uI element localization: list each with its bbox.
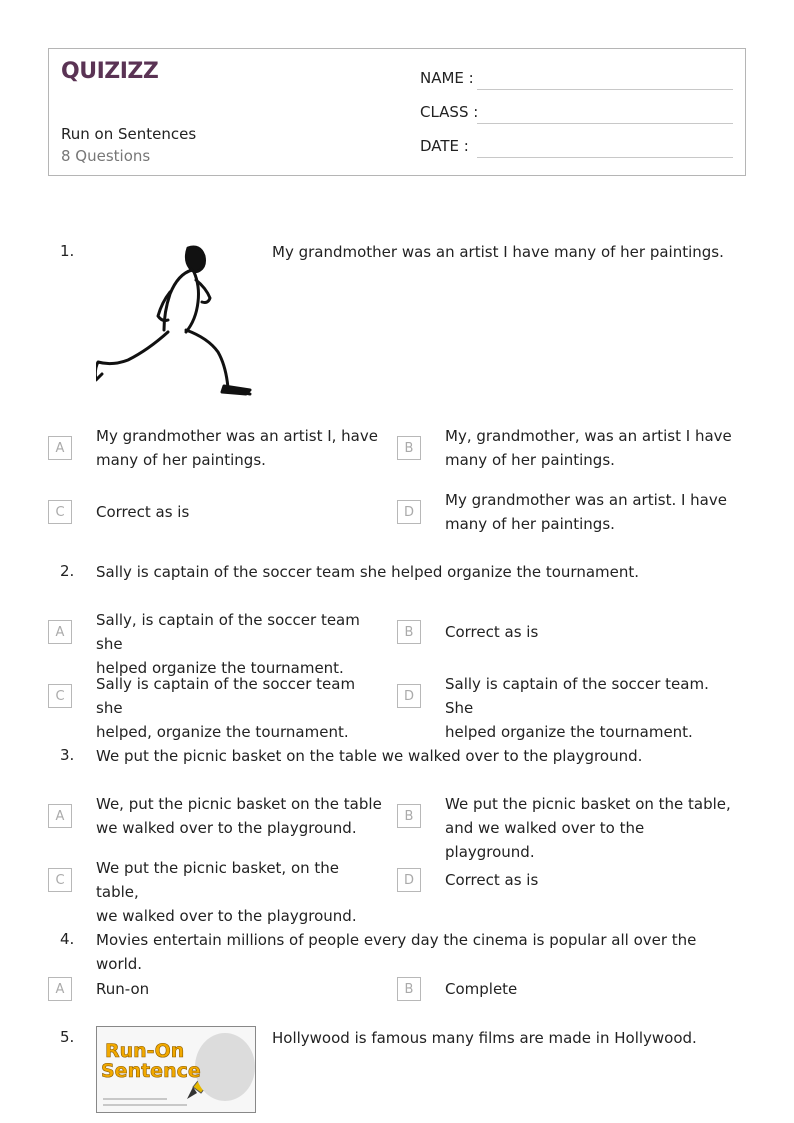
run-on-sentence-image: [96, 1026, 256, 1113]
option-text: [445, 868, 735, 892]
option-text: [96, 792, 386, 840]
option-box-d[interactable]: D: [397, 684, 421, 708]
option-box-c[interactable]: C: [48, 684, 72, 708]
worksheet-header: [48, 48, 746, 176]
option-line: helped, organize the tournament.: [96, 723, 349, 741]
option-line: We put the picnic basket, on the table,: [96, 859, 340, 901]
option-text: [445, 488, 735, 536]
option-box-a[interactable]: A: [48, 977, 72, 1001]
option-line: and we walked over to the playground.: [445, 819, 645, 861]
question-number: 5.: [60, 1028, 75, 1046]
name-label: NAME :: [420, 69, 474, 87]
option-box-a[interactable]: A: [48, 804, 72, 828]
option-line: Sally is captain of the soccer team she: [96, 675, 356, 717]
class-line[interactable]: [477, 123, 733, 124]
question-text: We put the picnic basket on the table we walked over to the playground.: [96, 747, 643, 765]
class-label: CLASS :: [420, 103, 479, 121]
quizizz-logo: [61, 59, 158, 84]
option-box-a[interactable]: A: [48, 620, 72, 644]
image-text-sentence: Sentence: [101, 1060, 201, 1082]
date-field[interactable]: [420, 137, 469, 155]
option-line: many of her paintings.: [96, 451, 266, 469]
name-line[interactable]: [477, 89, 733, 90]
option-box-d[interactable]: D: [397, 868, 421, 892]
option-text: [96, 977, 386, 1001]
option-box-b[interactable]: B: [397, 620, 421, 644]
option-line: Complete: [445, 980, 518, 998]
option-line: Sally, is captain of the soccer team she: [96, 611, 360, 653]
option-line: My grandmother was an artist I, have: [96, 427, 378, 445]
option-box-c[interactable]: C: [48, 868, 72, 892]
class-field[interactable]: [420, 103, 478, 121]
date-line[interactable]: [477, 157, 733, 158]
question-text: Movies entertain millions of people every day the cinema is popular all over the world.: [96, 931, 697, 973]
question-number: 3.: [60, 746, 75, 764]
option-line: My, grandmother, was an artist I have: [445, 427, 732, 445]
run-on-sentence-graphic: [97, 1027, 256, 1113]
option-line: Sally is captain of the soccer team. She: [445, 675, 709, 717]
question-number: 1.: [60, 242, 75, 260]
option-line: helped organize the tournament.: [445, 723, 693, 741]
worksheet-subtitle: 8 Questions: [61, 147, 151, 165]
option-text: [445, 620, 735, 644]
option-text: [445, 424, 735, 472]
option-text: [96, 672, 386, 744]
option-line: many of her paintings.: [445, 515, 615, 533]
option-line: Run-on: [96, 980, 150, 998]
runner-illustration: [96, 240, 256, 400]
question-number: 2.: [60, 562, 75, 580]
option-line: many of her paintings.: [445, 451, 615, 469]
option-box-c[interactable]: C: [48, 500, 72, 524]
question-text: My grandmother was an artist I have many of her paintings.: [272, 243, 724, 261]
option-text: [96, 856, 386, 928]
option-line: Correct as is: [96, 503, 190, 521]
option-box-b[interactable]: B: [397, 977, 421, 1001]
option-line: we walked over to the playground.: [96, 907, 357, 925]
option-line: We put the picnic basket on the table,: [445, 795, 731, 813]
option-text: [445, 792, 735, 864]
question-number: 4.: [60, 930, 75, 948]
date-label: DATE :: [420, 137, 469, 155]
image-text-run-on: Run-On: [105, 1040, 185, 1062]
logo-text: QUIZIZZ: [61, 59, 159, 84]
option-text: [445, 977, 735, 1001]
option-line: My grandmother was an artist. I have: [445, 491, 727, 509]
option-text: [96, 608, 386, 680]
name-field[interactable]: [420, 69, 474, 87]
option-line: Correct as is: [445, 623, 539, 641]
question-text: Hollywood is famous many films are made in Hollywood.: [272, 1029, 697, 1047]
worksheet-title: Run on Sentences: [61, 125, 197, 143]
option-line: helped organize the tournament.: [96, 659, 344, 677]
option-line: We, put the picnic basket on the table: [96, 795, 382, 813]
option-text: [445, 672, 735, 744]
option-line: we walked over to the playground.: [96, 819, 357, 837]
option-box-b[interactable]: B: [397, 804, 421, 828]
question-text: Sally is captain of the soccer team she helped organize the tournament.: [96, 563, 640, 581]
option-box-d[interactable]: D: [397, 500, 421, 524]
option-box-b[interactable]: B: [397, 436, 421, 460]
option-box-a[interactable]: A: [48, 436, 72, 460]
option-text: [96, 424, 386, 472]
option-line: Correct as is: [445, 871, 539, 889]
option-text: [96, 500, 386, 524]
